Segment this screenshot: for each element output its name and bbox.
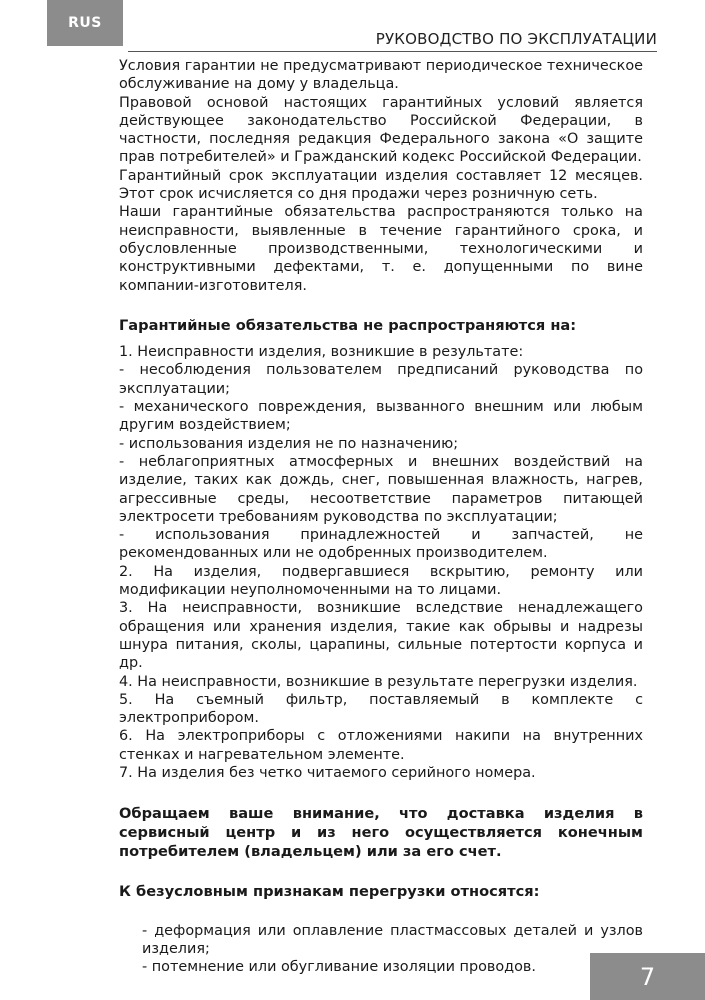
list-item: 4. На неисправности, возникшие в результате перегрузки изделия.: [119, 673, 638, 690]
paragraph: Правовой основой настоящих гарантийных условий является действующее законодательство Российской Федерации, в частности, последняя редакция Федерального закона «О защите прав потребителей» и Гражданский кодекс Российской Федерации.: [119, 94, 643, 166]
overload-heading: К безусловным признакам перегрузки относятся:: [119, 883, 540, 901]
header-divider: [128, 51, 657, 52]
list-item: - использования изделия не по назначению;: [119, 435, 459, 452]
list-item: - неблагоприятных атмосферных и внешних воздействий на изделие, таких как дождь, снег, повышенная влажность, нагрев, агрессивные среды, несоответствие параметров питающей электросети требованиям руководства по эксплуатации;: [119, 453, 643, 525]
paragraph: Условия гарантии не предусматривают периодическое техническое обслуживание на дому у владельца.: [119, 58, 643, 93]
list-item: - несоблюдения пользователем предписаний руководства по эксплуатации;: [119, 362, 643, 397]
language-tab: RUS: [47, 0, 123, 46]
delivery-notice: Обращаем ваше внимание, что доставка изделия в сервисный центр и из него осуществляется конечным потребителем (владельцем) или за его счет.: [119, 805, 643, 861]
list-item: 5. На съемный фильтр, поставляемый в комплекте с электроприбором.: [119, 691, 643, 727]
page-content: [119, 57, 643, 976]
list-item: 2. На изделия, подвергавшиеся вскрытию, ремонту или модификации неуполномоченными на то лицами.: [119, 563, 643, 599]
list-item: - использования принадлежностей и запчастей, не рекомендованных или не одобренных производителем.: [119, 527, 643, 562]
overload-list: [119, 922, 643, 977]
paragraph: Гарантийный срок эксплуатации изделия составляет 12 месяцев. Этот срок исчисляется со дня продажи через розничную сеть.: [119, 167, 643, 203]
list-item: 6. На электроприборы с отложениями накипи на внутренних стенках и нагревательном элементе.: [119, 728, 643, 763]
exclusions-heading: Гарантийные обязательства не распространяются на:: [119, 316, 577, 334]
paragraph: Наши гарантийные обязательства распространяются только на неисправности, выявленные в течение гарантийного срока, и обусловленные производственными, технологическими и конструктивными дефектами, т. е. допущенными по вине компании-изготовителя.: [119, 204, 643, 294]
list-item: - потемнение или обугливание изоляции проводов.: [142, 959, 536, 976]
list-item: 7. На изделия без четко читаемого серийного номера.: [119, 764, 536, 781]
list-item: 1. Неисправности изделия, возникшие в результате:: [119, 344, 524, 361]
list-item: - деформация или оплавление пластмассовых деталей и узлов изделия;: [142, 922, 643, 957]
list-item: - механического повреждения, вызванного внешним или любым другим воздействием;: [119, 399, 643, 434]
page-number: 7: [590, 953, 705, 1000]
page-header-title: РУКОВОДСТВО ПО ЭКСПЛУАТАЦИИ: [375, 30, 657, 48]
list-item: 3. На неисправности, возникшие вследствие ненадлежащего обращения или хранения изделия, такие как обрывы и надрезы шнура питания, сколы, царапины, сильные потертости корпуса и др.: [119, 600, 643, 672]
